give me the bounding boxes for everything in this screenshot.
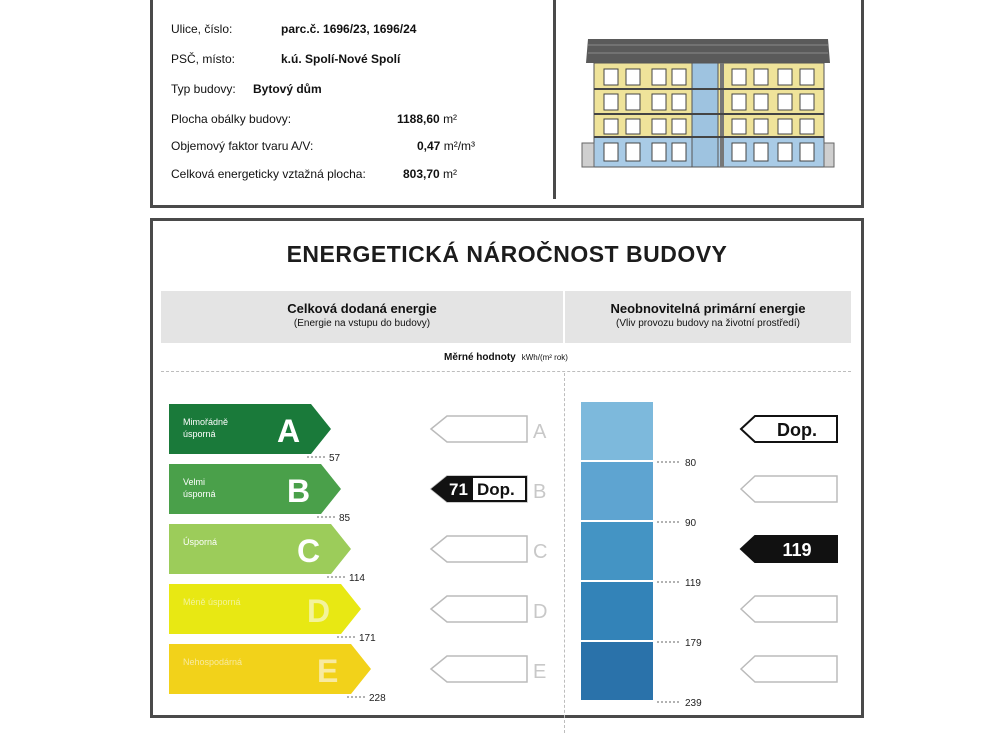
envelope-area-label: Plocha obálky budovy: (171, 112, 292, 126)
class-outline-arrow (431, 596, 527, 622)
energy-class-name: Velmi (183, 477, 206, 487)
energy-class-letter: E (317, 653, 339, 689)
primary-energy-bar-e (581, 642, 653, 700)
energy-class-letter: D (307, 593, 331, 629)
delivered-energy-subtitle: (Energie na vstupu do budovy) (293, 318, 431, 329)
primary-energy-bar-a (581, 402, 653, 460)
delivered-energy-title: Celková dodaná energie (287, 301, 437, 316)
primary-energy-bar-c (581, 522, 653, 580)
energy-class-letter: A (277, 413, 301, 449)
energy-class-name: Nehospodárná (183, 657, 243, 667)
building-facade-drawing (556, 0, 856, 193)
side-wall (824, 143, 834, 167)
envelope-area-unit: m² (443, 112, 458, 126)
building-type-label: Typ budovy: (171, 82, 236, 96)
class-outline-letter: E (533, 661, 547, 683)
roof-shape (586, 39, 830, 63)
class-outline-letter: D (533, 601, 548, 623)
right-threshold-value: 80 (685, 458, 697, 469)
building-type-value: Bytový dům (253, 82, 322, 96)
left-threshold-value: 228 (369, 693, 386, 704)
right-threshold-value: 179 (685, 638, 702, 649)
reference-area-value (403, 167, 457, 181)
primary-outline-arrow (741, 596, 837, 622)
energy-class-scale (153, 221, 867, 721)
shape-factor-label: Objemový faktor tvaru A/V: (171, 139, 314, 153)
energy-class-name: úsporná (183, 489, 216, 499)
building-drawing-panel (553, 0, 859, 199)
city-value: k.ú. Spolí-Nové Spolí (281, 52, 401, 66)
energy-class-name: Úsporná (183, 537, 218, 547)
class-outline-arrow (431, 656, 527, 682)
class-outline-letter: A (533, 421, 547, 443)
primary-energy-value: 119 (782, 540, 812, 560)
class-outline-letter: C (533, 541, 548, 563)
left-threshold-value: 57 (329, 453, 341, 464)
energy-class-name: Mimořádně (183, 417, 229, 427)
left-threshold-value: 171 (359, 633, 376, 644)
energy-class-band-c (169, 524, 351, 574)
right-threshold-value: 239 (685, 698, 702, 709)
energy-class-name: Méně úsporná (183, 597, 241, 607)
side-wall (582, 143, 594, 167)
shape-factor-value (417, 139, 475, 153)
primary-energy-bar-b (581, 462, 653, 520)
shape-factor-unit: m²/m³ (443, 139, 476, 153)
shape-factor-number: 0,47 (417, 139, 441, 153)
energy-title: ENERGETICKÁ NÁROČNOST BUDOVY (286, 241, 728, 267)
reference-area-number: 803,70 (403, 167, 440, 181)
energy-class-letter: B (287, 473, 311, 509)
street-label: Ulice, číslo: (171, 22, 233, 36)
delivered-energy-label: Dop. (477, 480, 515, 499)
class-outline-letter: B (533, 481, 547, 503)
energy-performance-panel (150, 218, 864, 718)
specific-values-unit: kWh/(m² rok) (521, 353, 568, 362)
primary-energy-title: Neobnovitelná primární energie (610, 301, 806, 316)
right-threshold-value: 119 (685, 578, 701, 589)
reference-area-unit: m² (443, 167, 458, 181)
energy-class-name: úsporná (183, 429, 216, 439)
energy-class-band-d (169, 584, 361, 634)
envelope-area-number: 1188,60 (397, 112, 440, 126)
energy-class-letter: C (297, 533, 321, 569)
class-outline-arrow (431, 416, 527, 442)
building-info-panel (150, 0, 864, 208)
envelope-area-value (397, 112, 457, 126)
left-threshold-value: 114 (349, 573, 365, 584)
class-outline-arrow (431, 536, 527, 562)
reference-area-label: Celková energeticky vztažná plocha: (171, 167, 366, 181)
energy-class-band-e (169, 644, 371, 694)
right-threshold-value: 90 (685, 518, 697, 529)
primary-energy-subtitle: (Vliv provozu budovy na životní prostředí) (616, 318, 800, 329)
primary-outline-arrow (741, 476, 837, 502)
delivered-energy-value: 71 (449, 480, 468, 499)
primary-outline-arrow (741, 656, 837, 682)
primary-energy-bar-d (581, 582, 653, 640)
street-value: parc.č. 1696/23, 1696/24 (281, 22, 417, 36)
primary-energy-label: Dop. (777, 420, 817, 440)
specific-values-label: Měrné hodnoty (444, 352, 516, 363)
left-threshold-value: 85 (339, 513, 351, 524)
city-label: PSČ, místo: (171, 52, 236, 66)
